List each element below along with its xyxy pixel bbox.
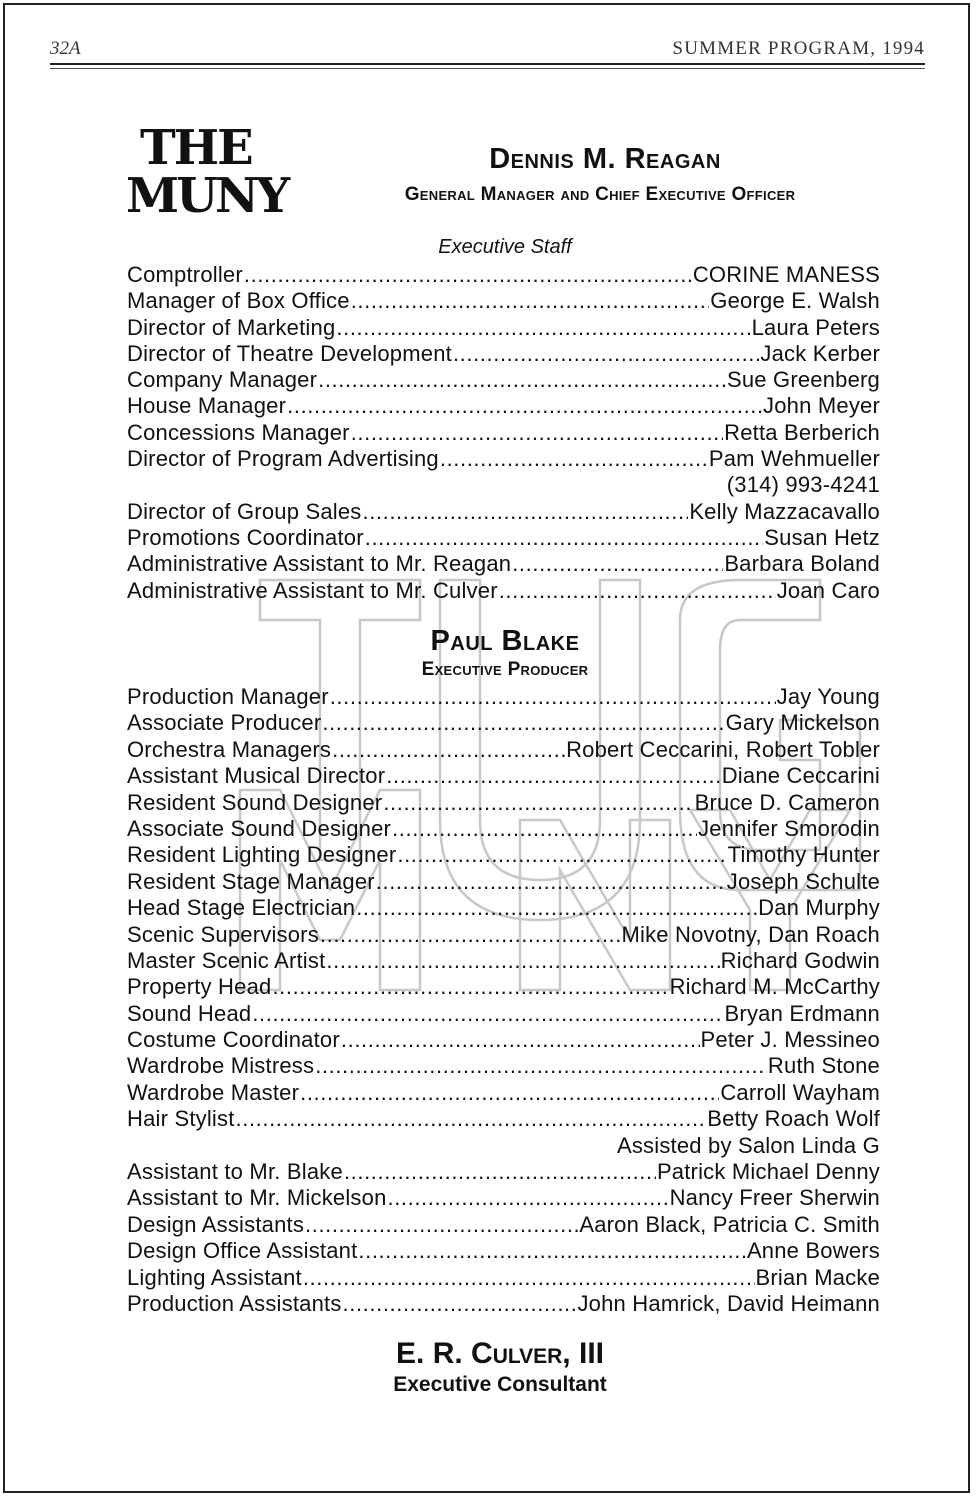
staff-row [127, 1053, 880, 1079]
role-label: Scenic Supervisors [127, 921, 319, 947]
staff-name: Susan Hetz [764, 524, 880, 550]
leader-dots [376, 869, 726, 895]
staff-row [127, 341, 880, 367]
leader-dots [383, 790, 693, 816]
staff-row [127, 1001, 880, 1027]
assisted-by-note: Assisted by Salon Linda G [616, 1132, 880, 1158]
staff-row [127, 446, 880, 472]
role-label: Lighting Assistant [127, 1264, 302, 1290]
staff-row [127, 895, 880, 921]
staff-name: Joan Caro [776, 577, 880, 603]
role-label: Design Office Assistant [127, 1238, 358, 1264]
staff-row [127, 1265, 880, 1291]
leader-dots [252, 1001, 723, 1027]
role-label: Head Stage Electrician [127, 895, 356, 921]
role-label: Concessions Manager [127, 419, 350, 445]
role-label: Wardrobe Master [127, 1079, 300, 1105]
reagan-name: Dennis M. Reagan [489, 143, 721, 175]
staff-name: Retta Berberich [724, 419, 880, 445]
role-label: Assistant to Mr. Mickelson [127, 1185, 387, 1211]
blake-name: Paul Blake [430, 625, 580, 657]
role-label: Costume Coordinator [127, 1027, 340, 1053]
staff-name: Dan Murphy [758, 895, 880, 921]
leader-dots [499, 578, 776, 604]
role-label: Production Manager [127, 684, 329, 709]
staff-row [127, 763, 880, 789]
culver-name: E. R. Culver, III [396, 1337, 604, 1370]
leader-dots [386, 763, 720, 789]
page-number: 32A [50, 38, 81, 59]
staff-row [127, 1027, 880, 1053]
staff-row [127, 288, 880, 314]
leader-dots [326, 948, 719, 974]
staff-row [127, 790, 880, 816]
staff-row [127, 1291, 880, 1317]
staff-name: Pam Wehmueller [708, 446, 880, 472]
publication-title: SUMMER PROGRAM, 1994 [672, 38, 925, 59]
leader-dots [392, 816, 697, 842]
leader-dots [341, 1027, 700, 1053]
staff-row [127, 1106, 880, 1132]
staff-row [127, 551, 880, 577]
staff-name: Brian Macke [755, 1264, 880, 1290]
role-label: Associate Sound Designer [127, 815, 392, 841]
staff-row [127, 737, 880, 763]
staff-row [127, 1212, 880, 1238]
leader-dots [440, 446, 708, 472]
staff-row [127, 499, 880, 525]
staff-name: Ruth Stone [767, 1053, 880, 1079]
staff-name: John Meyer [763, 393, 880, 419]
leader-dots [300, 1080, 719, 1106]
staff-row [127, 1080, 880, 1106]
leader-dots [287, 393, 762, 419]
leader-dots [358, 1238, 746, 1264]
executive-staff-list [127, 262, 880, 604]
staff-name: Anne Bowers [746, 1238, 880, 1264]
staff-row [127, 393, 880, 419]
staff-name: John Hamrick, David Heimann [577, 1290, 880, 1316]
leader-dots [315, 1053, 767, 1079]
staff-row [127, 315, 880, 341]
culver-title: Executive Consultant [393, 1373, 607, 1396]
staff-name: Robert Ceccarini, Robert Tobler [566, 736, 880, 762]
leader-dots [512, 551, 723, 577]
staff-row [127, 842, 880, 868]
role-label: Promotions Coordinator [127, 524, 364, 550]
leader-dots [388, 1185, 669, 1211]
role-label: Assistant Musical Director [127, 763, 386, 789]
leader-dots [362, 499, 688, 525]
staff-name: Laura Peters [751, 314, 880, 340]
header-rule-thin [50, 68, 925, 69]
leader-dots [320, 922, 621, 948]
role-label: Director of Marketing [127, 314, 336, 340]
leader-dots [343, 1291, 577, 1317]
staff-name: Betty Roach Wolf [707, 1106, 880, 1132]
logo-line-the: THE [140, 120, 252, 176]
role-label: Director of Theatre Development [127, 340, 452, 366]
role-label: House Manager [127, 393, 287, 419]
staff-name: Richard M. McCarthy [669, 974, 880, 1000]
role-label: Manager of Box Office [127, 288, 350, 314]
role-label: Master Scenic Artist [127, 947, 326, 973]
staff-row [127, 922, 880, 948]
staff-name: Timothy Hunter [727, 842, 880, 868]
role-label: Company Manager [127, 367, 318, 393]
role-label: Associate Producer [127, 710, 322, 736]
leader-dots [236, 1106, 707, 1132]
staff-name: Barbara Boland [724, 551, 880, 577]
staff-row [127, 420, 880, 446]
staff-row-continuation [127, 472, 880, 498]
staff-row [127, 1159, 880, 1185]
staff-name: Gary Mickelson [725, 710, 880, 736]
staff-row [127, 710, 880, 736]
staff-name: Carroll Wayham [720, 1079, 880, 1105]
staff-name: Richard Godwin [720, 947, 880, 973]
leader-dots [356, 895, 757, 921]
leader-dots [322, 710, 724, 736]
role-label: Wardrobe Mistress [127, 1053, 315, 1079]
role-label: Resident Sound Designer [127, 789, 383, 815]
role-label: Director of Group Sales [127, 498, 362, 524]
staff-name: Jay Young [776, 684, 880, 709]
leader-dots [272, 974, 668, 1000]
role-label: Comptroller [127, 262, 243, 287]
role-label: Director of Program Advertising [127, 446, 439, 472]
role-label: Sound Head [127, 1000, 252, 1026]
leader-dots [365, 525, 764, 551]
executive-staff-subhead: Executive Staff [438, 236, 572, 258]
role-label: Resident Lighting Designer [127, 842, 397, 868]
staff-name: CORINE MANESS [692, 262, 880, 287]
leader-dots [332, 737, 565, 763]
leader-dots [244, 262, 692, 288]
role-label: Administrative Assistant to Mr. Culver [127, 577, 498, 603]
staff-row-continuation [127, 1133, 880, 1159]
reagan-title: General Manager and Chief Executive Officer [404, 184, 796, 205]
staff-name: Peter J. Messineo [700, 1027, 880, 1053]
staff-name: Diane Ceccarini [721, 763, 880, 789]
staff-row [127, 974, 880, 1000]
staff-name: George E. Walsh [710, 288, 880, 314]
staff-name: Bruce D. Cameron [694, 789, 880, 815]
logo-line-muny: MUNY [126, 168, 288, 224]
staff-name: Nancy Freer Sherwin [669, 1185, 880, 1211]
staff-name: Patrick Michael Denny [656, 1159, 880, 1185]
staff-row [127, 684, 880, 710]
leader-dots [351, 288, 710, 314]
role-label: Resident Stage Manager [127, 868, 375, 894]
staff-name: Bryan Erdmann [724, 1000, 880, 1026]
role-label: Hair Stylist [127, 1106, 235, 1132]
role-label: Administrative Assistant to Mr. Reagan [127, 551, 512, 577]
production-staff-list [127, 684, 880, 1317]
leader-dots [344, 1159, 656, 1185]
staff-name: Kelly Mazzacavallo [689, 498, 880, 524]
leader-dots [351, 420, 723, 446]
staff-name: Sue Greenberg [726, 367, 880, 393]
staff-row [127, 262, 880, 288]
blake-title: Executive Producer [421, 659, 589, 680]
staff-name: Aaron Black, Patricia C. Smith [579, 1211, 880, 1237]
staff-name: Joseph Schulte [726, 868, 880, 894]
staff-row [127, 367, 880, 393]
staff-row [127, 948, 880, 974]
staff-row [127, 816, 880, 842]
staff-row [127, 525, 880, 551]
leader-dots [397, 842, 726, 868]
role-label: Orchestra Managers [127, 736, 332, 762]
staff-row [127, 869, 880, 895]
header-rule [50, 63, 925, 65]
leader-dots [336, 315, 750, 341]
staff-name: Jennifer Smorodin [698, 815, 880, 841]
leader-dots [303, 1265, 755, 1291]
role-label: Design Assistants [127, 1211, 305, 1237]
role-label: Assistant to Mr. Blake [127, 1159, 343, 1185]
leader-dots [318, 367, 726, 393]
staff-row [127, 578, 880, 604]
staff-name: Jack Kerber [760, 340, 880, 366]
role-label: Production Assistants [127, 1290, 342, 1316]
leader-dots [453, 341, 759, 367]
staff-row [127, 1238, 880, 1264]
staff-name: Mike Novotny, Dan Roach [621, 921, 880, 947]
role-label: Property Head [127, 974, 272, 1000]
leader-dots [330, 684, 776, 710]
phone-number: (314) 993-4241 [726, 472, 880, 498]
leader-dots [305, 1212, 578, 1238]
staff-row [127, 1185, 880, 1211]
